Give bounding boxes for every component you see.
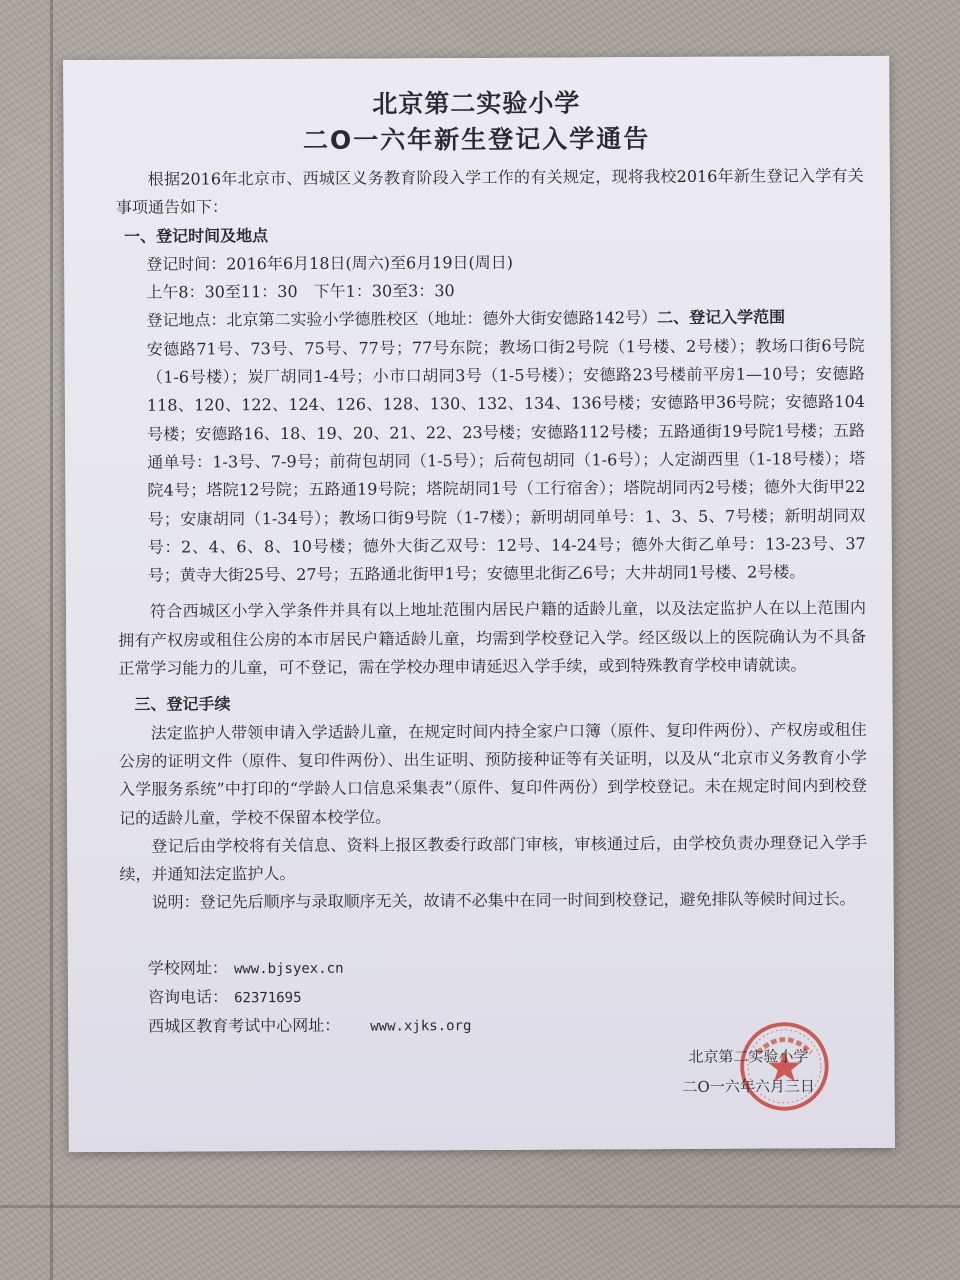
wall-tile-seam bbox=[50, 0, 53, 1280]
notice-title: 二O一六年新生登记入学通告 bbox=[302, 124, 651, 155]
registration-place: 登记地点：北京第二实验小学德胜校区（地址：德外大街安德路142号） bbox=[146, 308, 658, 331]
consult-phone: 62371695 bbox=[234, 989, 302, 1007]
procedure-paragraph-1: 法定监护人带领申请入学适龄儿童，在规定时间内持全家户口簿（原件、复印件两份）、产权房或租住公房的证明文件（原件、复印件两份）、出生证明、预防接种证等有关证明，以及从“北京市义务教育小学入学服务系统”中打印的“学龄人口信息采集表”（原件、复印件两份）到学校登记。未在规定时间内到校登记的适龄儿童，学校不保留本校学位。 bbox=[118, 719, 868, 828]
school-name-title: 北京第二实验小学 bbox=[372, 88, 581, 119]
registration-place-line bbox=[116, 303, 864, 335]
exam-center-website: www.xjks.org bbox=[370, 1018, 472, 1035]
section3-heading: 三、登记手续 bbox=[134, 694, 231, 715]
explanation-note: 说明：登记先后顺序与录取顺序无关，故请不必集中在同一时间到校登记，避免排队等候时间过长。 bbox=[151, 889, 856, 913]
section2-heading: 二、登记入学范围 bbox=[657, 307, 786, 328]
school-website: www.bjsyex.cn bbox=[233, 960, 344, 978]
signature-block bbox=[682, 1041, 815, 1102]
exam-center-label: 西城区教育考试中心网址： bbox=[148, 1015, 341, 1036]
procedure-paragraph-2: 登记后由学校将有关信息、资料上报区教委行政部门审核，审核通过后，由学校负责办理登记入学手续，并通知法定监护人。 bbox=[119, 832, 868, 885]
notice-body bbox=[116, 162, 868, 918]
phone-label: 咨询电话： bbox=[148, 987, 229, 1007]
scope-address-list: 安德路71号、73号、75号、77号；77号东院；教场口街2号院（1号楼、2号楼）；教场口街6号院（1-6号楼）；炭厂胡同1-4号；小市口胡同3号（1-5号楼）；安德路23号楼前平房1—10号；安德路118、120、122、124、126、128、130、132、134、136号楼；安德路甲36号院；安德路104号楼；安德路16、18、19、20、21、22、23号楼；安德路112号楼；五路通街19号院1号楼；五路通单号：1-3号、7-9号；前荷包胡同（1-5号）；后荷包胡同（1-6号）；人定湖西里（1-18号楼）；塔院4号；塔院12号院；五路通19号院；塔院胡同1号（工行宿舍）；塔院胡同丙2号楼；德外大街甲22号；安康胡同（1-34号）；教场口街9号院（1-7楼）；新明胡同单号：1、3、5、7号楼；新明胡同双号：2、4、6、8、10号楼；德外大街乙双号：12号、14-24号；德外大街乙单号：13-23号、37号；黄寺大街25号、27号；五路通北街甲1号；安德里北街乙6号；大井胡同1号楼、2号楼。 bbox=[146, 335, 866, 585]
intro-paragraph: 根据2016年北京市、西城区义务教育阶段入学工作的有关规定，现将我校2016年新生登记入学有关事项通告如下： bbox=[115, 165, 864, 218]
website-label: 学校网址： bbox=[147, 958, 228, 978]
wall-tile-seam-horizontal bbox=[0, 1205, 960, 1208]
signature-organization: 北京第二实验小学 bbox=[688, 1047, 809, 1066]
exam-center-row bbox=[148, 1011, 471, 1042]
contact-info bbox=[148, 953, 472, 1042]
signature-date: 二O一六年六月三日 bbox=[682, 1077, 815, 1096]
registration-hours: 上午8：30至11：30 下午1：30至3：30 bbox=[146, 281, 455, 302]
notice-paper bbox=[63, 56, 895, 1152]
scope-eligibility-note: 符合西城区小学入学条件并具有以上地址范围内居民户籍的适龄儿童，以及法定监护人在以上范围内拥有产权房或租住公房的本市居民户籍适龄儿童，均需到学校登记入学。经区级以上的医院确认为不具备正常学习能力的儿童，可不登记，需在学校办理申请延迟入学手续，或到特殊教育学校申请就读。 bbox=[118, 598, 867, 678]
registration-time: 登记时间：2016年6月18日(周六)至6月19日(周日) bbox=[146, 252, 514, 274]
section1-heading: 一、登记时间及地点 bbox=[124, 225, 269, 246]
website-row bbox=[148, 953, 471, 984]
phone-row bbox=[148, 982, 471, 1013]
